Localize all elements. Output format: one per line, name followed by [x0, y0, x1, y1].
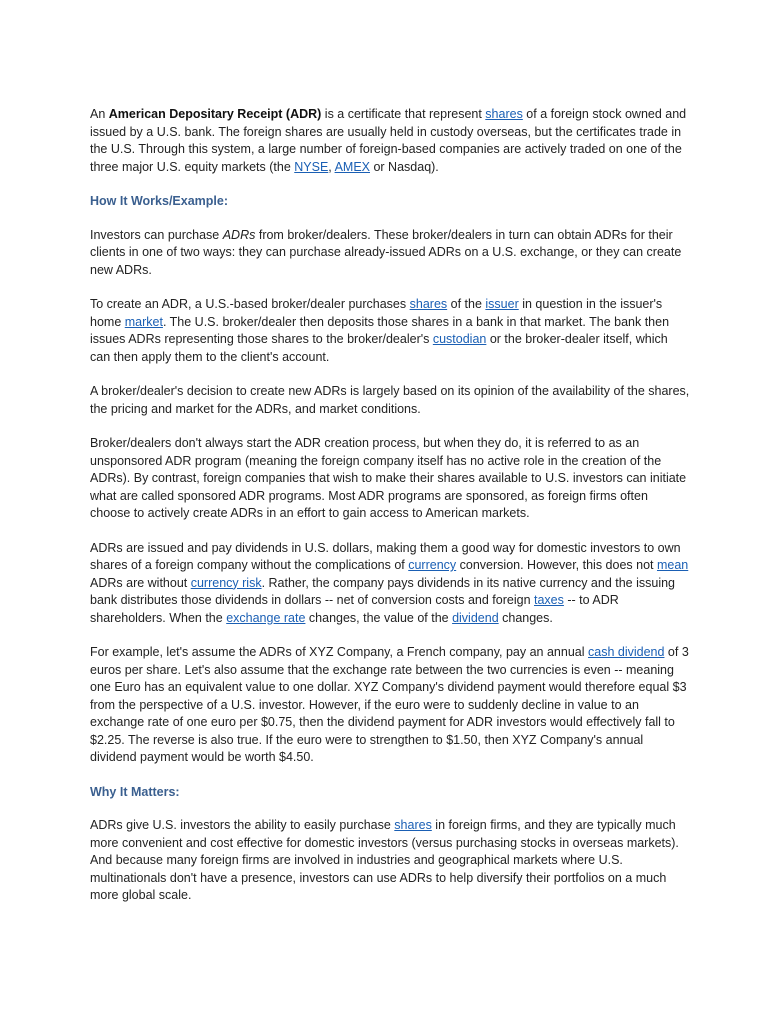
text-run: or Nasdaq). [370, 159, 439, 174]
text-run: -- to ADR shareholders. When the [90, 593, 619, 625]
link-market[interactable]: market [124, 314, 163, 329]
dividends-paragraph [90, 540, 690, 628]
link-mean[interactable]: mean [656, 558, 689, 572]
text-run: ADRs are issued and pay dividends in U.S. dollars, making them a good way for domestic investors to own shares of a foreign company without the complications of [90, 540, 681, 572]
text-run: . Rather, the company pays dividends in its native currency and the issuing bank distributes those dividends in dollars -- net of conversion costs and foreign [90, 575, 675, 607]
create-adr-paragraph [90, 296, 690, 366]
link-shares[interactable]: shares [394, 818, 432, 832]
heading-why-it-matters: Why It Matters: [90, 784, 180, 799]
adr-term: American Depositary Receipt (ADR) [108, 107, 322, 121]
text-run: , [328, 159, 335, 174]
link-shares[interactable]: shares [409, 297, 448, 311]
link-shares[interactable]: shares [485, 107, 523, 121]
text-run: conversion. However, this does not [456, 558, 657, 572]
adrs-emphasis: ADRs [222, 227, 256, 242]
sponsored-paragraph: Broker/dealers don't always start the ADR creation process, but when they do, it is referred to as an unsponsored ADR program (meaning the foreign company itself has no active role in the creation of the ADRs). By contrast, foreign companies that wish to make their shares available to U.S. investors can initiate what are called sponsored ADR programs. Most ADR programs are sponsored, as foreign firms often choose to actively create ADRs in an effort to gain access to American markets. [90, 436, 687, 520]
intro-paragraph [90, 106, 690, 176]
link-cash-dividend[interactable]: cash dividend [588, 645, 665, 659]
text-run: of the [447, 297, 486, 311]
link-dividend[interactable]: dividend [452, 610, 499, 625]
text-run: Investors can purchase [90, 227, 223, 242]
link-issuer[interactable]: issuer [485, 297, 519, 311]
text-run: ADRs are without [90, 575, 191, 590]
decision-paragraph: A broker/dealer's decision to create new ADRs is largely based on its opinion of the availability of the shares, the pricing and market for the ADRs, and market conditions. [90, 384, 690, 416]
text-run: from broker/dealers. These broker/dealers in turn can obtain ADRs for their clients in one of two ways: they can purchase already-issued ADRs on a U.S. exchange, or they can create new ADRs. [90, 227, 682, 277]
article-body [90, 106, 690, 922]
text-run: is a certificate that represent [321, 107, 486, 121]
purchase-paragraph [90, 227, 690, 280]
text-run: changes. [498, 610, 553, 625]
text-run: To create an ADR, a U.S.-based broker/dealer purchases [90, 297, 410, 311]
link-custodian[interactable]: custodian [432, 332, 487, 346]
text-run: ADRs give U.S. investors the ability to easily purchase [90, 818, 395, 832]
text-run: in foreign firms, and they are typically much more convenient and cost effective for domestic investors (versus purchasing stocks in overseas markets). And because many foreign firms are involved in industries and geographical markets where U.S. multinationals don't have a presence, investors can use ADRs to help diversify their portfolios on a much more global scale. [90, 818, 679, 902]
link-currency-risk[interactable]: currency risk [190, 575, 262, 590]
text-run: . The U.S. broker/dealer then deposits those shares in a bank in that market. The bank then issues ADRs representing those shares to the broker/dealer's [90, 314, 670, 346]
text-run: of 3 euros per share. Let's also assume that the exchange rate between the two currencies is even -- meaning one Euro has an equivalent value to one dollar. XYZ Company's dividend payment would therefore equal $3 from the perspective of a U.S. investor. However, if the euro were to suddenly decline in value to an exchange rate of one euro per $0.75, then the dividend payment for ADR investors would effectively fall to $2.25. The reverse is also true. If the euro were to strengthen to $1.50, then XYZ Company's annual dividend payment would be worth $4.50. [90, 645, 689, 764]
link-exchange-rate[interactable]: exchange rate [226, 610, 306, 625]
text-run: changes, the value of the [305, 610, 453, 625]
text-run: of a foreign stock owned and issued by a U.S. bank. The foreign shares are usually held in custody overseas, but the certificates trade in the U.S. Through this system, a large number of foreign-based companies are actively traded on one of the three major U.S. equity markets (the [90, 107, 687, 174]
link-nyse[interactable]: NYSE [294, 159, 329, 174]
link-currency[interactable]: currency [408, 558, 457, 572]
text-run: in question in the issuer's home [90, 297, 663, 329]
link-amex[interactable]: AMEX [334, 159, 370, 174]
text-run: For example, let's assume the ADRs of XYZ Company, a French company, pay an annual [90, 645, 588, 659]
link-taxes[interactable]: taxes [534, 593, 564, 607]
example-paragraph [90, 644, 690, 767]
matters-paragraph [90, 817, 690, 905]
text-run: or the broker-dealer itself, which can then apply them to the client's account. [90, 332, 668, 364]
text-run: An [90, 107, 109, 121]
heading-how-it-works: How It Works/Example: [90, 194, 228, 208]
